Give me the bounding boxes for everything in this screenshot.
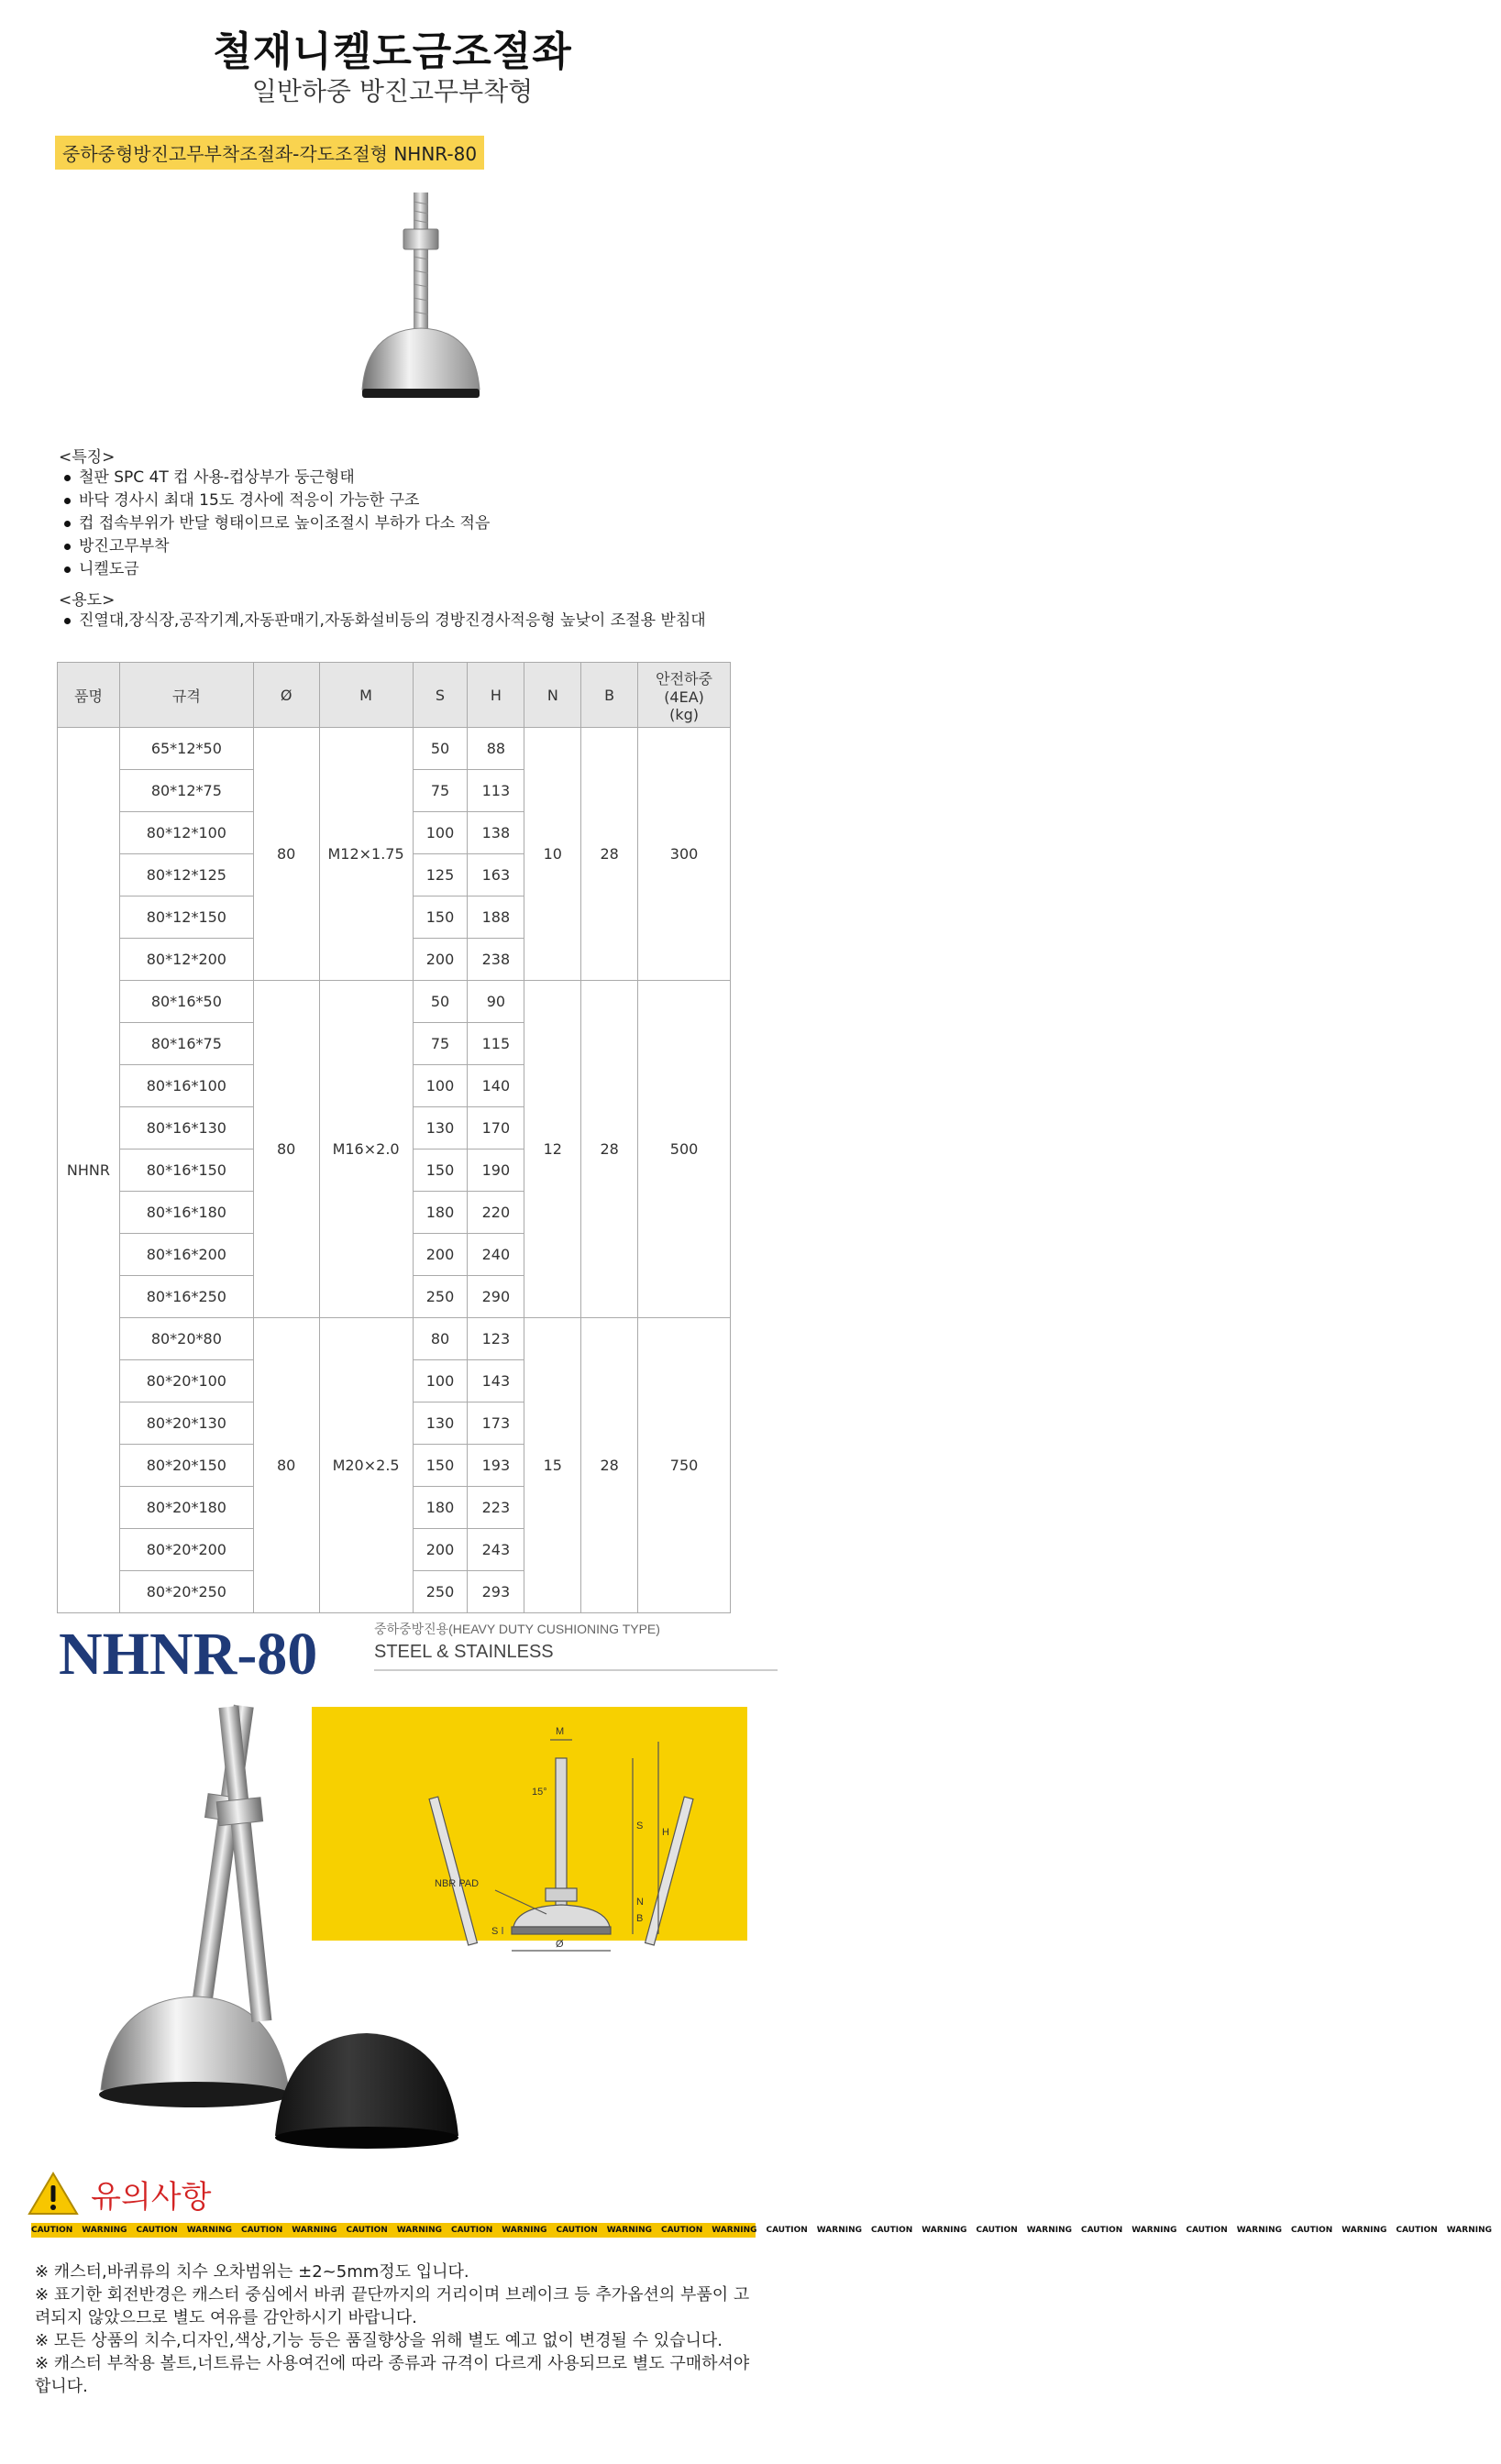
cell-h: 220 xyxy=(468,1192,524,1234)
caution-strip-word: CAUTION xyxy=(976,2226,1018,2235)
header-n: N xyxy=(524,663,581,728)
svg-text:S: S xyxy=(491,1926,499,1937)
cell-s: 100 xyxy=(413,1360,468,1402)
cell-product: NHNR xyxy=(58,728,120,1613)
cell-s: 200 xyxy=(413,939,468,981)
cell-spec: 65*12*50 xyxy=(119,728,253,770)
cell-s: 50 xyxy=(413,981,468,1023)
caution-strip-word: CAUTION xyxy=(136,2226,178,2235)
model-banner: 중하중형방진고무부착조절좌-각도조절형 NHNR-80 xyxy=(55,136,484,170)
svg-text:H: H xyxy=(662,1827,669,1838)
caution-strip-word: CAUTION xyxy=(556,2226,598,2235)
cell-h: 113 xyxy=(468,770,524,812)
cell-s: 50 xyxy=(413,728,468,770)
caution-strip-word: CAUTION xyxy=(31,2226,73,2235)
caution-strip-word: CAUTION xyxy=(766,2226,808,2235)
svg-text:Ø: Ø xyxy=(556,1939,564,1950)
cell-s: 130 xyxy=(413,1107,468,1150)
page-subtitle: 일반하중 방진고무부착형 xyxy=(251,76,534,106)
cell-s: 125 xyxy=(413,854,468,896)
cell-spec: 80*20*130 xyxy=(119,1402,253,1445)
caution-strip-word: CAUTION xyxy=(1291,2226,1333,2235)
caution-section xyxy=(28,2171,761,2216)
note-item: ※ 모든 상품의 치수,디자인,색상,기능 등은 품질향상을 위해 별도 예고 없이 변경될 수 있습니다. xyxy=(35,2331,723,2350)
cell-thread: M12×1.75 xyxy=(319,728,413,981)
caution-strip-word: WARNING xyxy=(712,2226,757,2235)
page-title: 철재니켈도금조절좌 xyxy=(213,28,572,75)
silver-leveling-foot xyxy=(99,1705,290,2107)
table-header-row xyxy=(58,663,731,728)
caution-strip-word: WARNING xyxy=(82,2226,127,2235)
cell-n: 12 xyxy=(524,981,581,1318)
usage-list xyxy=(59,610,706,632)
cell-h: 115 xyxy=(468,1023,524,1065)
cell-s: 200 xyxy=(413,1529,468,1571)
warning-triangle-icon xyxy=(28,2171,79,2216)
rubber-pad xyxy=(362,389,480,398)
cell-load: 750 xyxy=(638,1318,731,1613)
cell-s: 150 xyxy=(413,1150,468,1192)
cell-spec: 80*16*150 xyxy=(119,1150,253,1192)
cell-spec: 80*16*100 xyxy=(119,1065,253,1107)
caution-strip-word: CAUTION xyxy=(346,2226,388,2235)
caution-notes xyxy=(35,2260,759,2398)
cell-spec: 80*16*75 xyxy=(119,1023,253,1065)
cell-h: 173 xyxy=(468,1402,524,1445)
product-photo xyxy=(312,183,495,422)
header-product: 품명 xyxy=(58,663,120,728)
svg-text:NBR PAD: NBR PAD xyxy=(435,1878,480,1889)
cell-h: 90 xyxy=(468,981,524,1023)
cell-b: 28 xyxy=(581,1318,638,1613)
cell-s: 250 xyxy=(413,1571,468,1613)
caution-strip-word: CAUTION xyxy=(661,2226,703,2235)
caution-strip-word: WARNING xyxy=(606,2226,652,2235)
cell-s: 180 xyxy=(413,1487,468,1529)
cell-s: 250 xyxy=(413,1276,468,1318)
cell-h: 238 xyxy=(468,939,524,981)
cell-spec: 80*12*150 xyxy=(119,896,253,939)
cell-h: 170 xyxy=(468,1107,524,1150)
header-b: B xyxy=(581,663,638,728)
cell-s: 75 xyxy=(413,1023,468,1065)
feature-item: 방진고무부착 xyxy=(59,535,490,558)
cell-spec: 80*12*100 xyxy=(119,812,253,854)
cell-h: 243 xyxy=(468,1529,524,1571)
hex-nut xyxy=(403,229,438,249)
brand-material-label: STEEL & STAINLESS xyxy=(374,1642,554,1662)
features-section xyxy=(59,444,490,581)
cell-spec: 80*20*150 xyxy=(119,1445,253,1487)
features-list xyxy=(59,467,490,581)
dome-cup xyxy=(362,328,480,390)
note-item: ※ 캐스터 부착용 볼트,너트류는 사용여건에 따라 종류과 규격이 다르게 사용되므로 별도 구매하셔야 합니다. xyxy=(35,2354,750,2396)
cell-spec: 80*12*75 xyxy=(119,770,253,812)
cell-diameter: 80 xyxy=(253,981,319,1318)
caution-title: 유의사항 xyxy=(91,2178,212,2216)
cell-h: 193 xyxy=(468,1445,524,1487)
caution-strip-word: WARNING xyxy=(922,2226,967,2235)
cell-h: 223 xyxy=(468,1487,524,1529)
cell-spec: 80*20*250 xyxy=(119,1571,253,1613)
svg-text:15°: 15° xyxy=(532,1787,547,1798)
caution-strip-word: WARNING xyxy=(816,2226,862,2235)
cell-b: 28 xyxy=(581,728,638,981)
header-s: S xyxy=(413,663,468,728)
svg-text:S: S xyxy=(636,1820,644,1832)
cell-h: 190 xyxy=(468,1150,524,1192)
cell-h: 88 xyxy=(468,728,524,770)
cell-s: 200 xyxy=(413,1234,468,1276)
feature-item: 철판 SPC 4T 컵 사용-컵상부가 둥근형태 xyxy=(59,467,490,490)
cell-h: 138 xyxy=(468,812,524,854)
cell-s: 100 xyxy=(413,812,468,854)
brand-model-logo: NHNR-80 xyxy=(59,1621,318,1688)
cell-spec: 80*16*180 xyxy=(119,1192,253,1234)
cell-h: 143 xyxy=(468,1360,524,1402)
cell-s: 75 xyxy=(413,770,468,812)
cell-spec: 80*16*250 xyxy=(119,1276,253,1318)
caution-strip-word: CAUTION xyxy=(1081,2226,1123,2235)
features-heading: <특징> xyxy=(59,448,116,467)
cell-diameter: 80 xyxy=(253,728,319,981)
cell-h: 163 xyxy=(468,854,524,896)
cell-diameter: 80 xyxy=(253,1318,319,1613)
caution-strip-word: WARNING xyxy=(292,2226,337,2235)
cell-h: 123 xyxy=(468,1318,524,1360)
cell-spec: 80*12*125 xyxy=(119,854,253,896)
svg-text:N: N xyxy=(636,1897,644,1908)
caution-strip-word: WARNING xyxy=(186,2226,232,2235)
cell-spec: 80*16*50 xyxy=(119,981,253,1023)
cell-n: 15 xyxy=(524,1318,581,1613)
cell-spec: 80*16*130 xyxy=(119,1107,253,1150)
cell-load: 300 xyxy=(638,728,731,981)
cell-thread: M20×2.5 xyxy=(319,1318,413,1613)
cell-spec: 80*20*100 xyxy=(119,1360,253,1402)
note-item: ※ 캐스터,바퀴류의 치수 오차범위는 ±2~5mm정도 입니다. xyxy=(35,2262,469,2282)
caution-strip-word: WARNING xyxy=(1341,2226,1387,2235)
header-h: H xyxy=(468,663,524,728)
spec-table xyxy=(57,662,731,1613)
header-diameter: Ø xyxy=(253,663,319,728)
header-thread: M xyxy=(319,663,413,728)
cell-s: 130 xyxy=(413,1402,468,1445)
cell-spec: 80*16*200 xyxy=(119,1234,253,1276)
caution-strip-word: CAUTION xyxy=(451,2226,493,2235)
caution-strip-word: CAUTION xyxy=(871,2226,913,2235)
caution-strip-word: WARNING xyxy=(396,2226,442,2235)
svg-text:M: M xyxy=(556,1726,565,1737)
svg-text:B: B xyxy=(636,1913,644,1924)
usage-item: 진열대,장식장,공작기계,자동판매기,자동화설비등의 경방진경사적응형 높낮이 조절용 받침대 xyxy=(59,610,706,632)
caution-strip-word: CAUTION xyxy=(241,2226,283,2235)
cell-spec: 80*20*200 xyxy=(119,1529,253,1571)
table-row xyxy=(58,728,731,770)
cell-h: 240 xyxy=(468,1234,524,1276)
cell-spec: 80*12*200 xyxy=(119,939,253,981)
cell-load: 500 xyxy=(638,981,731,1318)
cell-spec: 80*20*80 xyxy=(119,1318,253,1360)
cell-h: 293 xyxy=(468,1571,524,1613)
brand-section xyxy=(0,1595,785,2163)
header-spec: 규격 xyxy=(119,663,253,728)
cell-h: 290 xyxy=(468,1276,524,1318)
cell-s: 150 xyxy=(413,1445,468,1487)
cell-b: 28 xyxy=(581,981,638,1318)
caution-strip-word: CAUTION xyxy=(1396,2226,1438,2235)
usage-heading: <용도> xyxy=(59,591,116,610)
table-row xyxy=(58,981,731,1023)
cell-s: 180 xyxy=(413,1192,468,1234)
feature-item: 바닥 경사시 최대 15도 경사에 적응이 가능한 구조 xyxy=(59,490,490,512)
caution-strip-word: CAUTION xyxy=(1186,2226,1228,2235)
cell-thread: M16×2.0 xyxy=(319,981,413,1318)
table-row xyxy=(58,1318,731,1360)
caution-strip xyxy=(31,2223,1492,2238)
cell-spec: 80*20*180 xyxy=(119,1487,253,1529)
cell-n: 10 xyxy=(524,728,581,981)
usage-section xyxy=(59,587,706,632)
feature-item: 니켈도금 xyxy=(59,558,490,581)
brand-type-label: 중하중방진용(HEAVY DUTY CUSHIONING TYPE) xyxy=(374,1622,660,1636)
note-item: ※ 표기한 회전반경은 캐스터 중심에서 바퀴 끝단까지의 거리이며 브레이크 등 추가옵션의 부품이 고려되지 않았으므로 별도 여유를 감안하시기 바랍니다. xyxy=(35,2285,750,2327)
caution-strip-word: WARNING xyxy=(502,2226,547,2235)
caution-strip-word: WARNING xyxy=(1446,2226,1492,2235)
cell-s: 100 xyxy=(413,1065,468,1107)
cell-h: 140 xyxy=(468,1065,524,1107)
caution-strip-word: WARNING xyxy=(1026,2226,1072,2235)
header-load: 안전하중 (4EA) (kg) xyxy=(638,663,731,728)
cell-s: 150 xyxy=(413,896,468,939)
feature-item: 컵 접속부위가 반달 형태이므로 높이조절시 부하가 다소 적음 xyxy=(59,512,490,535)
cell-h: 188 xyxy=(468,896,524,939)
caution-strip-word: WARNING xyxy=(1236,2226,1282,2235)
cell-s: 80 xyxy=(413,1318,468,1360)
caution-strip-word: WARNING xyxy=(1131,2226,1177,2235)
